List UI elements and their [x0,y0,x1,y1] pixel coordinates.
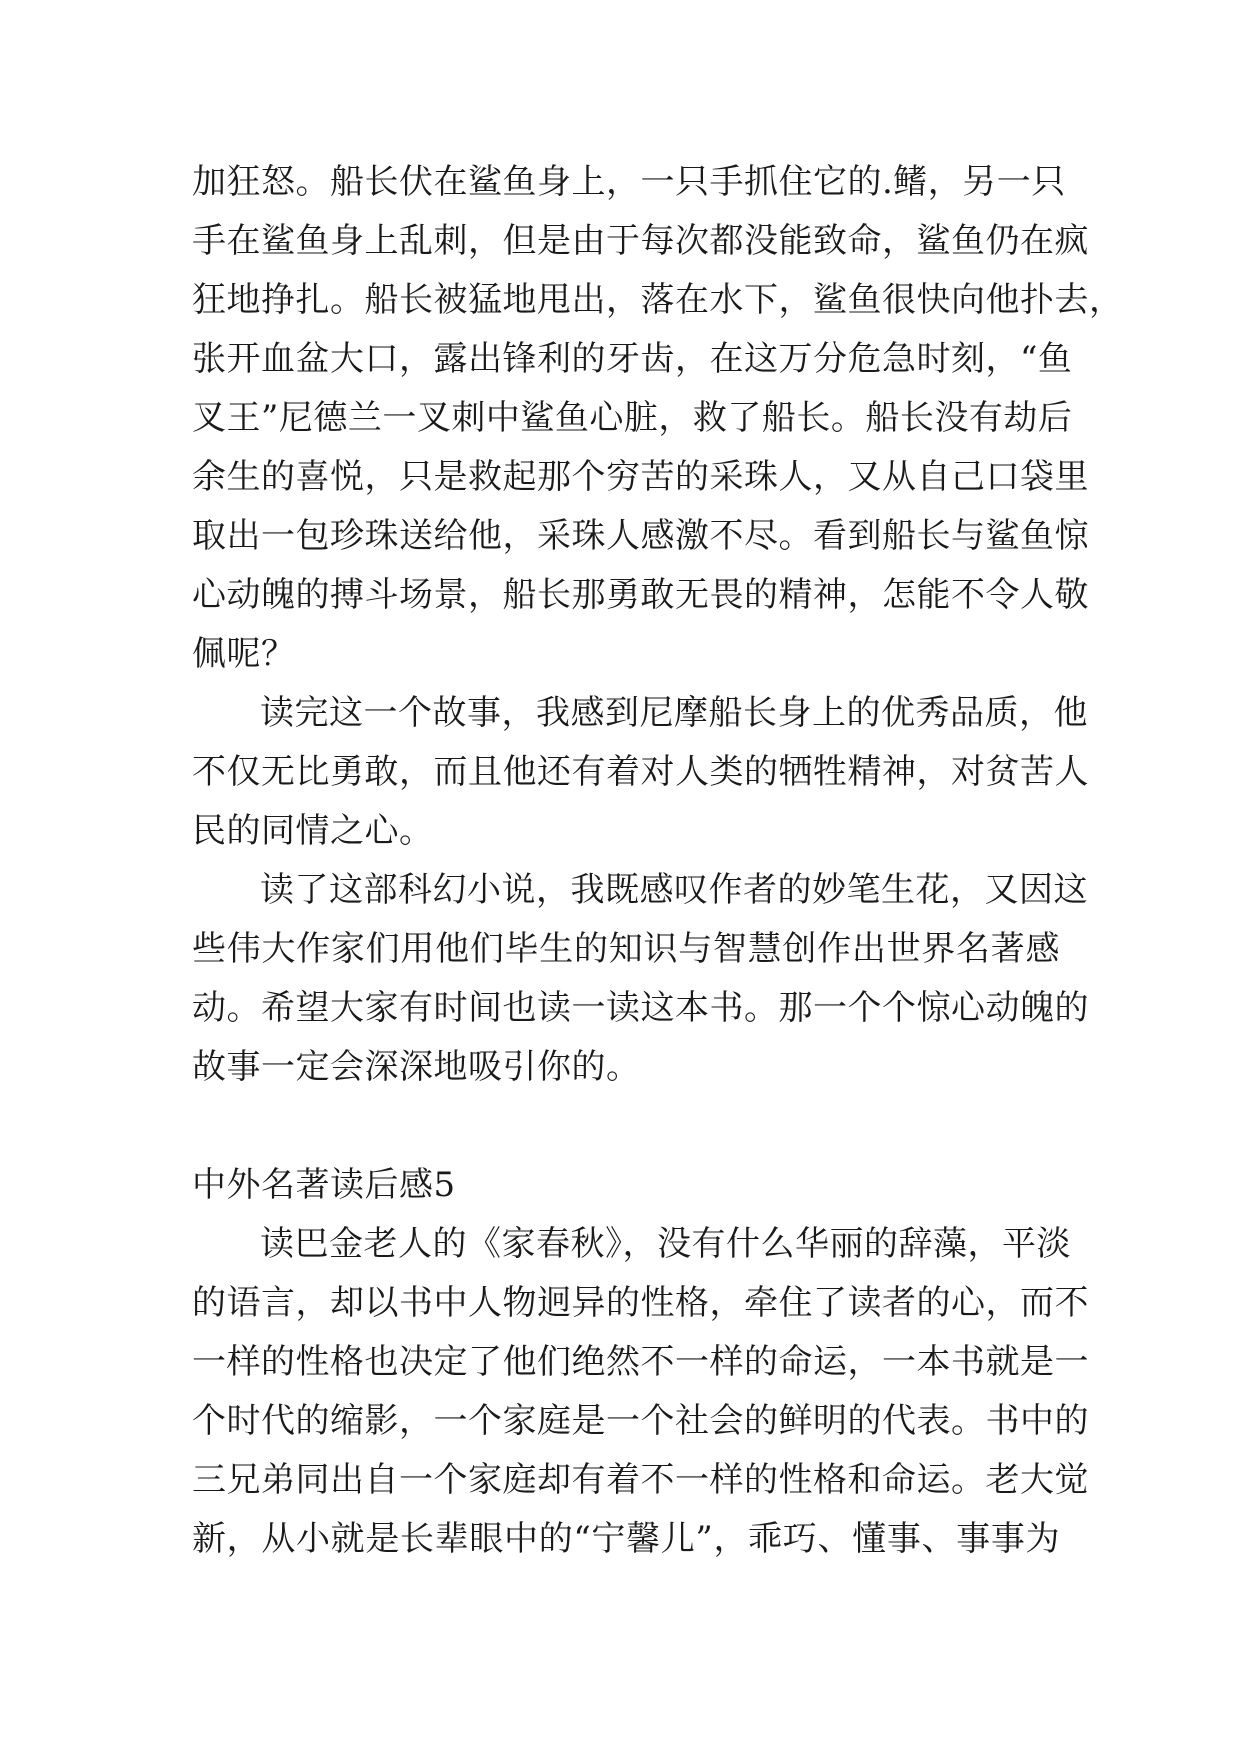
text-line: 动。希望大家有时间也读一读这本书。那一个个惊心动魄的 [192,988,1089,1028]
text-line: 民的同情之心。 [192,811,434,851]
paragraph-4 [192,1215,1089,1569]
text-line: 的语言，却以书中人物迥异的性格，牵住了读者的心，而不 [192,1283,1089,1323]
paragraph-1 [192,153,1124,684]
text-line: 手在鲨鱼身上乱刺，但是由于每次都没能致命，鲨鱼仍在疯 [192,221,1089,261]
text-line: 佩呢？ [192,634,296,674]
text-line: 读了这部科幻小说，我既感叹作者的妙笔生花，又因这 [260,870,1088,910]
blank-line [192,1097,1060,1156]
document-page [192,153,1124,1569]
text-line: 一样的性格也决定了他们绝然不一样的命运，一本书就是一 [192,1342,1089,1382]
text-line: 狂地挣扎。船长被猛地甩出，落在水下，鲨鱼很快向他扑去， [192,280,1124,320]
section-heading: 中外名著读后感5 [192,1165,456,1205]
text-line: 读巴金老人的《家春秋》，没有什么华丽的辞藻，平淡 [260,1224,1071,1264]
text-line: 加狂怒。船长伏在鲨鱼身上，一只手抓住它的.鳍，另一只 [192,162,1066,202]
paragraph-2 [192,684,1089,861]
text-line: 张开血盆大口，露出锋利的牙齿，在这万分危急时刻，“鱼 [192,339,1073,379]
text-line: 新，从小就是长辈眼中的“宁馨儿”，乖巧、懂事、事事为 [192,1519,1060,1559]
text-line: 个时代的缩影，一个家庭是一个社会的鲜明的代表。书中的 [192,1401,1089,1441]
text-line: 读完这一个故事，我感到尼摩船长身上的优秀品质，他 [260,693,1088,733]
text-line: 故事一定会深深地吸引你的。 [192,1047,641,1087]
text-line: 取出一包珍珠送给他，采珠人感激不尽。看到船长与鲨鱼惊 [192,516,1089,556]
text-line: 不仅无比勇敢，而且他还有着对人类的牺牲精神，对贫苦人 [192,752,1089,792]
text-line: 三兄弟同出自一个家庭却有着不一样的性格和命运。老大觉 [192,1460,1089,1500]
paragraph-3 [192,861,1089,1097]
text-line: 心动魄的搏斗场景，船长那勇敢无畏的精神，怎能不令人敬 [192,575,1089,615]
text-line: 余生的喜悦，只是救起那个穷苦的采珠人，又从自己口袋里 [192,457,1089,497]
text-line: 叉王”尼德兰一叉刺中鲨鱼心脏，救了船长。船长没有劫后 [192,398,1073,438]
text-line: 些伟大作家们用他们毕生的知识与智慧创作出世界名著感 [192,929,1060,969]
